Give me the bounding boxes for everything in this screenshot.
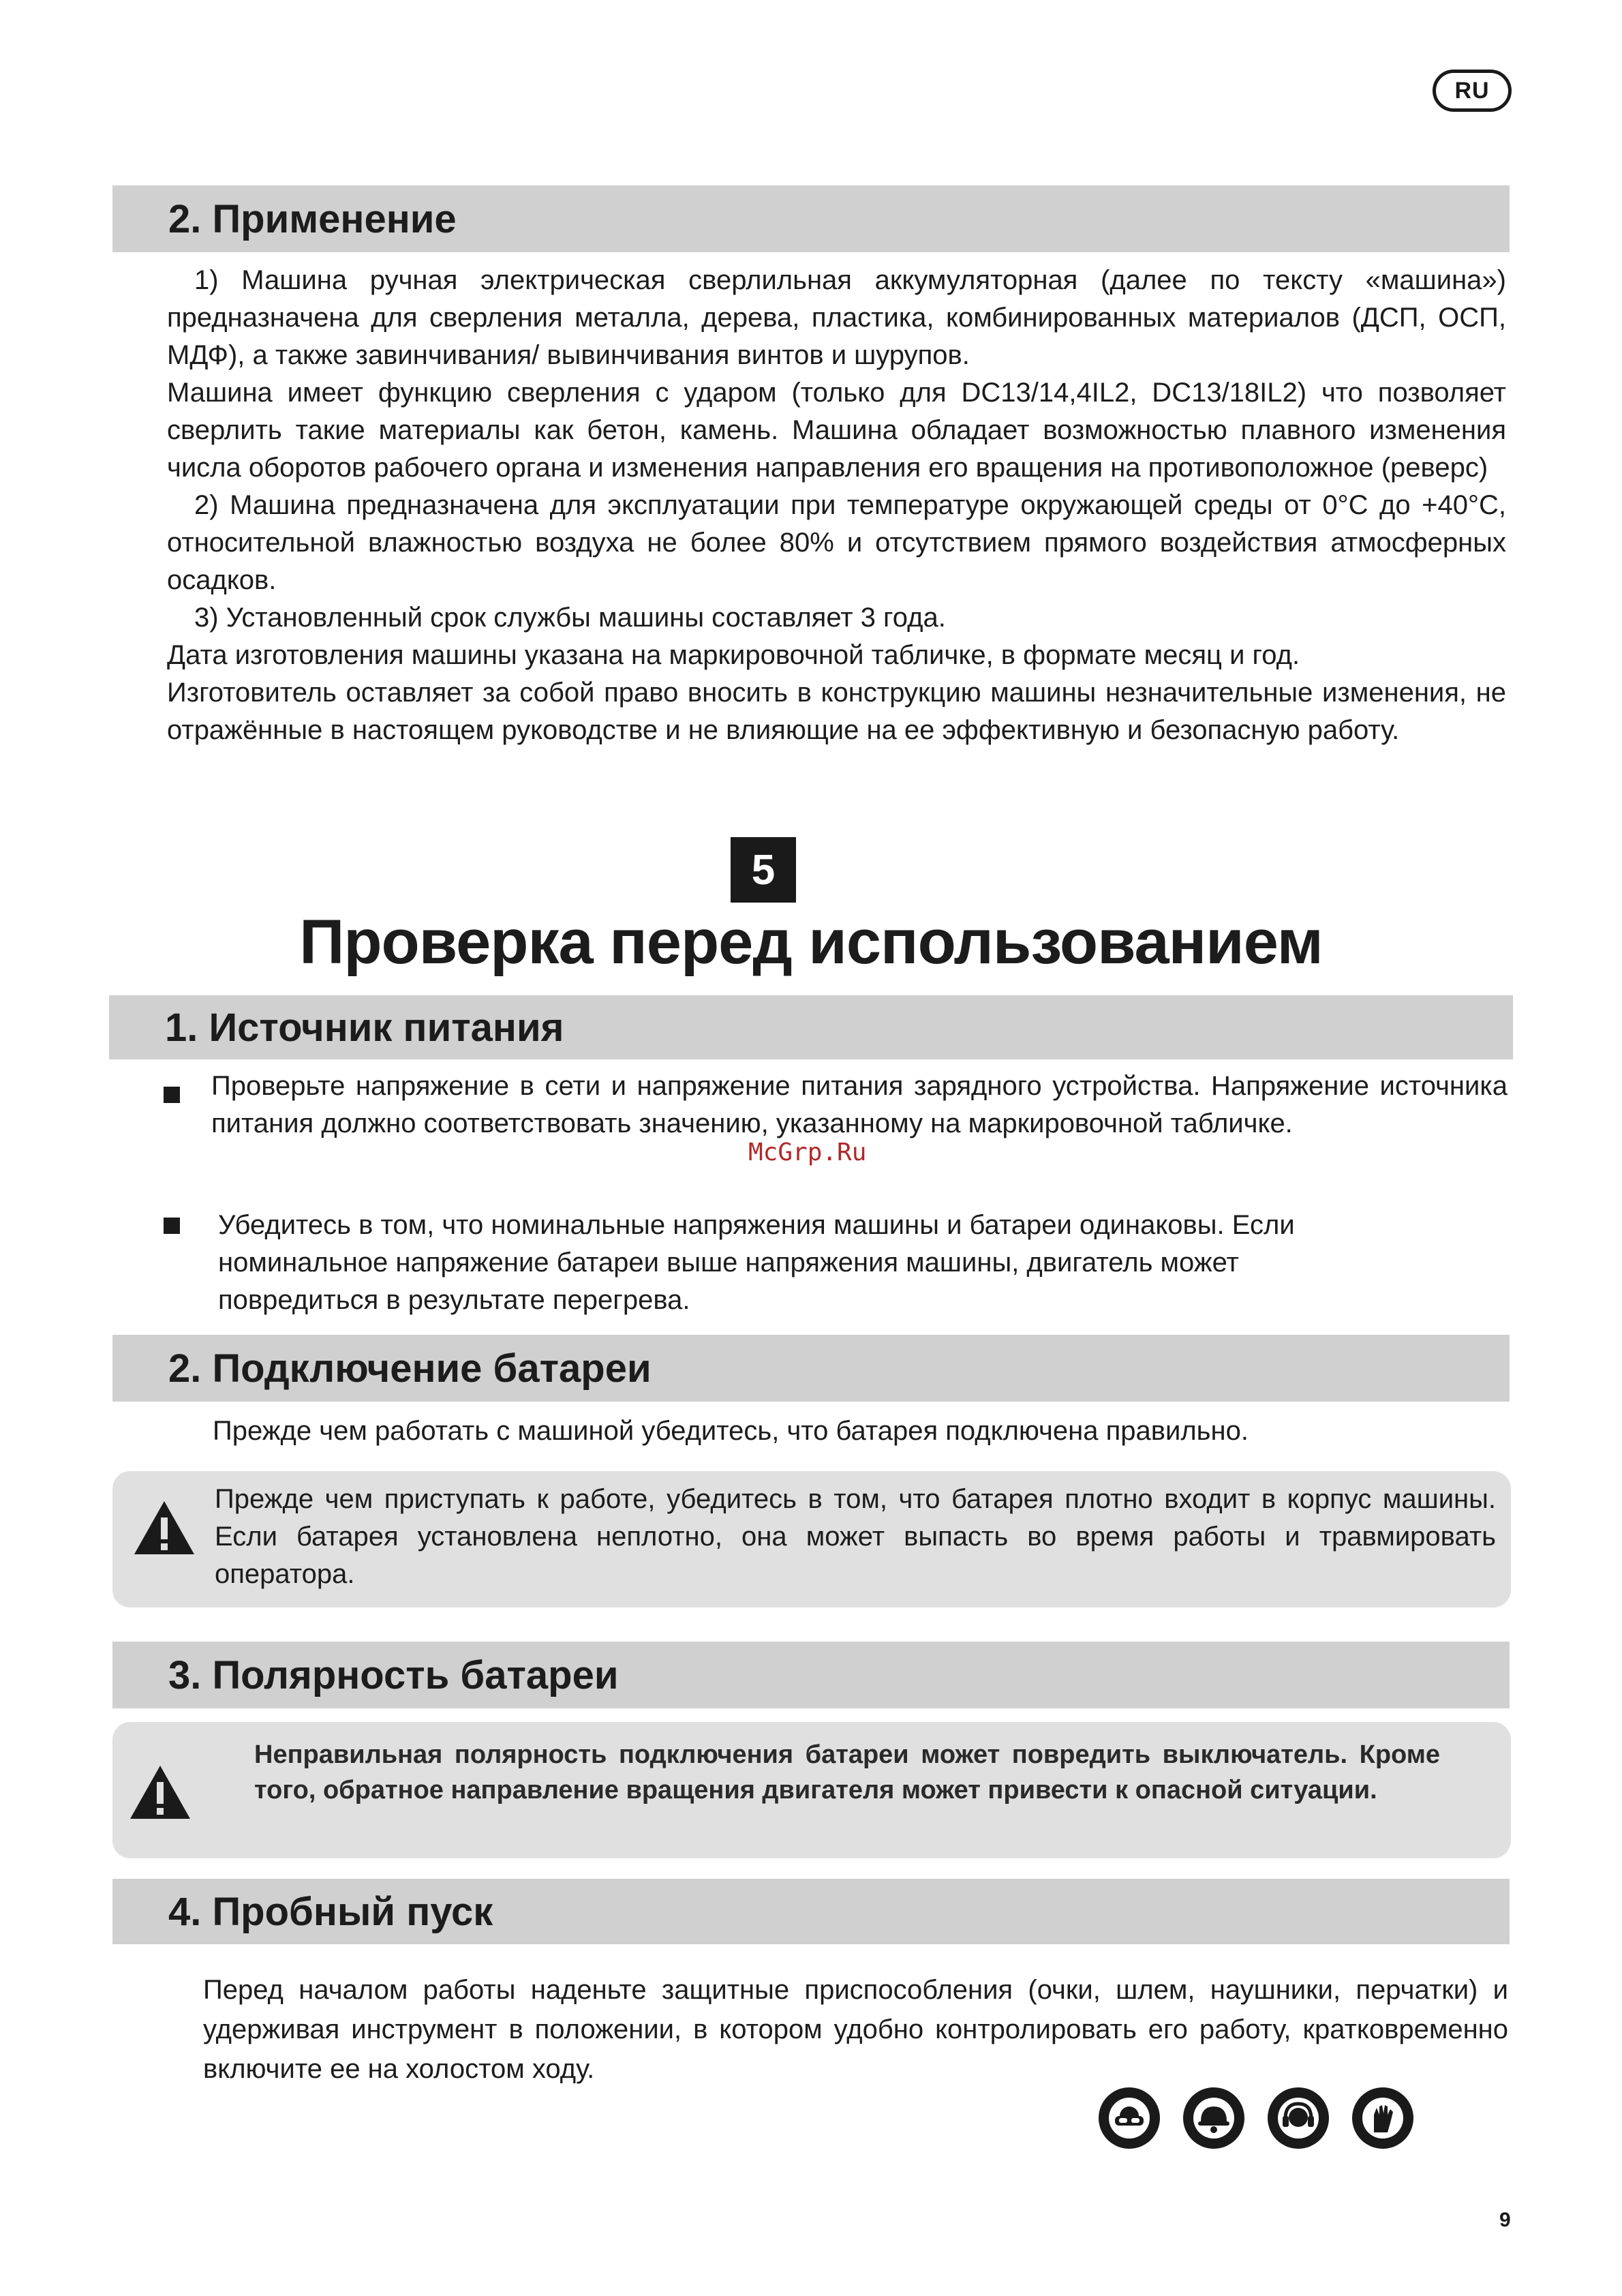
paragraph: Дата изготовления машины указана на маркировочной табличке, в формате месяц и год. [167, 640, 1300, 670]
bullet-item [164, 1068, 1508, 1143]
section-header-test-run [112, 1879, 1510, 1944]
warning-text: Прежде чем приступать к работе, убедитесь в том, что батарея плотно входит в корпус машины. Если батарея установлена неплотно, она может выпасть во время работы и травмировать оператора. [215, 1484, 1496, 1589]
warning-triangle-icon [132, 1498, 197, 1557]
language-badge: RU [1433, 70, 1512, 112]
bullet-marker [164, 1218, 180, 1234]
section-title: 4. Пробный пуск [168, 1889, 493, 1934]
bullet-text: Проверьте напряжение в сети и напряжение питания зарядного устройства. Напряжение источника питания должно соответствовать значению, указанному на маркировочной табличке. [211, 1071, 1508, 1138]
watermark: McGrp.Ru [748, 1138, 867, 1166]
ppe-icons [1099, 2087, 1413, 2149]
paragraph: Изготовитель оставляет за собой право вносить в конструкцию машины незначительные изменения, не отражённые в настоящем руководстве и не влияющие на ее эффективную и безопасную работу. [167, 678, 1506, 745]
warning-box [112, 1471, 1511, 1607]
section-header-power [109, 995, 1513, 1059]
helmet-icon [1183, 2087, 1244, 2149]
section-header-battery [112, 1335, 1510, 1402]
page-number: 9 [1499, 2209, 1511, 2231]
safety-goggles-icon [1099, 2087, 1160, 2149]
test-run-text: Перед началом работы наденьте защитные приспособления (очки, шлем, наушники, перчатки) и удерживая инструмент в положении, в котором удобно контролировать его работу, кратковременно включите ее на холостом ходу. [203, 1975, 1508, 2084]
paragraph: Машина имеет функцию сверления с ударом (только для DC13/14,4IL2, DC13/18IL2) что позволяет сверлить такие материалы как бетон, камень. Машина обладает возможностью плавного изменения числа оборотов рабочего органа и изменения направления его вращения на противоположное (реверс) [167, 378, 1506, 483]
paragraph: 1) Машина ручная электрическая сверлильная аккумуляторная (далее по тексту «машина») предназначена для сверления металла, дерева, пластика, комбинированных материалов (ДСП, ОСП, МДФ), а также завинчивания/ вывинчивания винтов и шурупов. [167, 265, 1506, 370]
battery-text: Прежде чем работать с машиной убедитесь, что батарея подключена правильно. [213, 1416, 1249, 1446]
bullet-item [164, 1207, 1322, 1319]
section-header-application [112, 185, 1510, 252]
section-title: 2. Подключение батареи [168, 1346, 652, 1391]
paragraph: 3) Установленный срок службы машины составляет 3 года. [194, 603, 946, 633]
ear-protection-icon [1268, 2087, 1329, 2149]
warning-triangle-icon [127, 1763, 193, 1822]
warning-text: Неправильная полярность подключения батареи может повредить выключатель. Кроме того, обратное направление вращения двигателя может привести к опасной ситуации. [254, 1740, 1440, 1804]
bullet-text: Убедитесь в том, что номинальные напряжения машины и батареи одинаковы. Если номинальное напряжение батареи выше напряжения машины, двигатель может повредиться в результате перегрева. [218, 1210, 1295, 1315]
section-title: 2. Применение [168, 196, 457, 241]
gloves-icon [1352, 2087, 1413, 2149]
section-title: 3. Полярность батареи [168, 1652, 619, 1697]
warning-box [112, 1722, 1511, 1858]
paragraph: 2) Машина предназначена для эксплуатации при температуре окружающей среды от 0°С до +40°С, относительной влажностью воздуха не более 80% и отсутствием прямого воздействия атмосферных осадков. [167, 490, 1506, 595]
section-title: 1. Источник питания [165, 1005, 564, 1050]
section-header-polarity [112, 1642, 1510, 1708]
chapter-number: 5 [731, 837, 796, 903]
application-text [167, 262, 1506, 749]
bullet-marker [164, 1087, 180, 1103]
chapter-title: Проверка перед использованием [299, 907, 1323, 977]
